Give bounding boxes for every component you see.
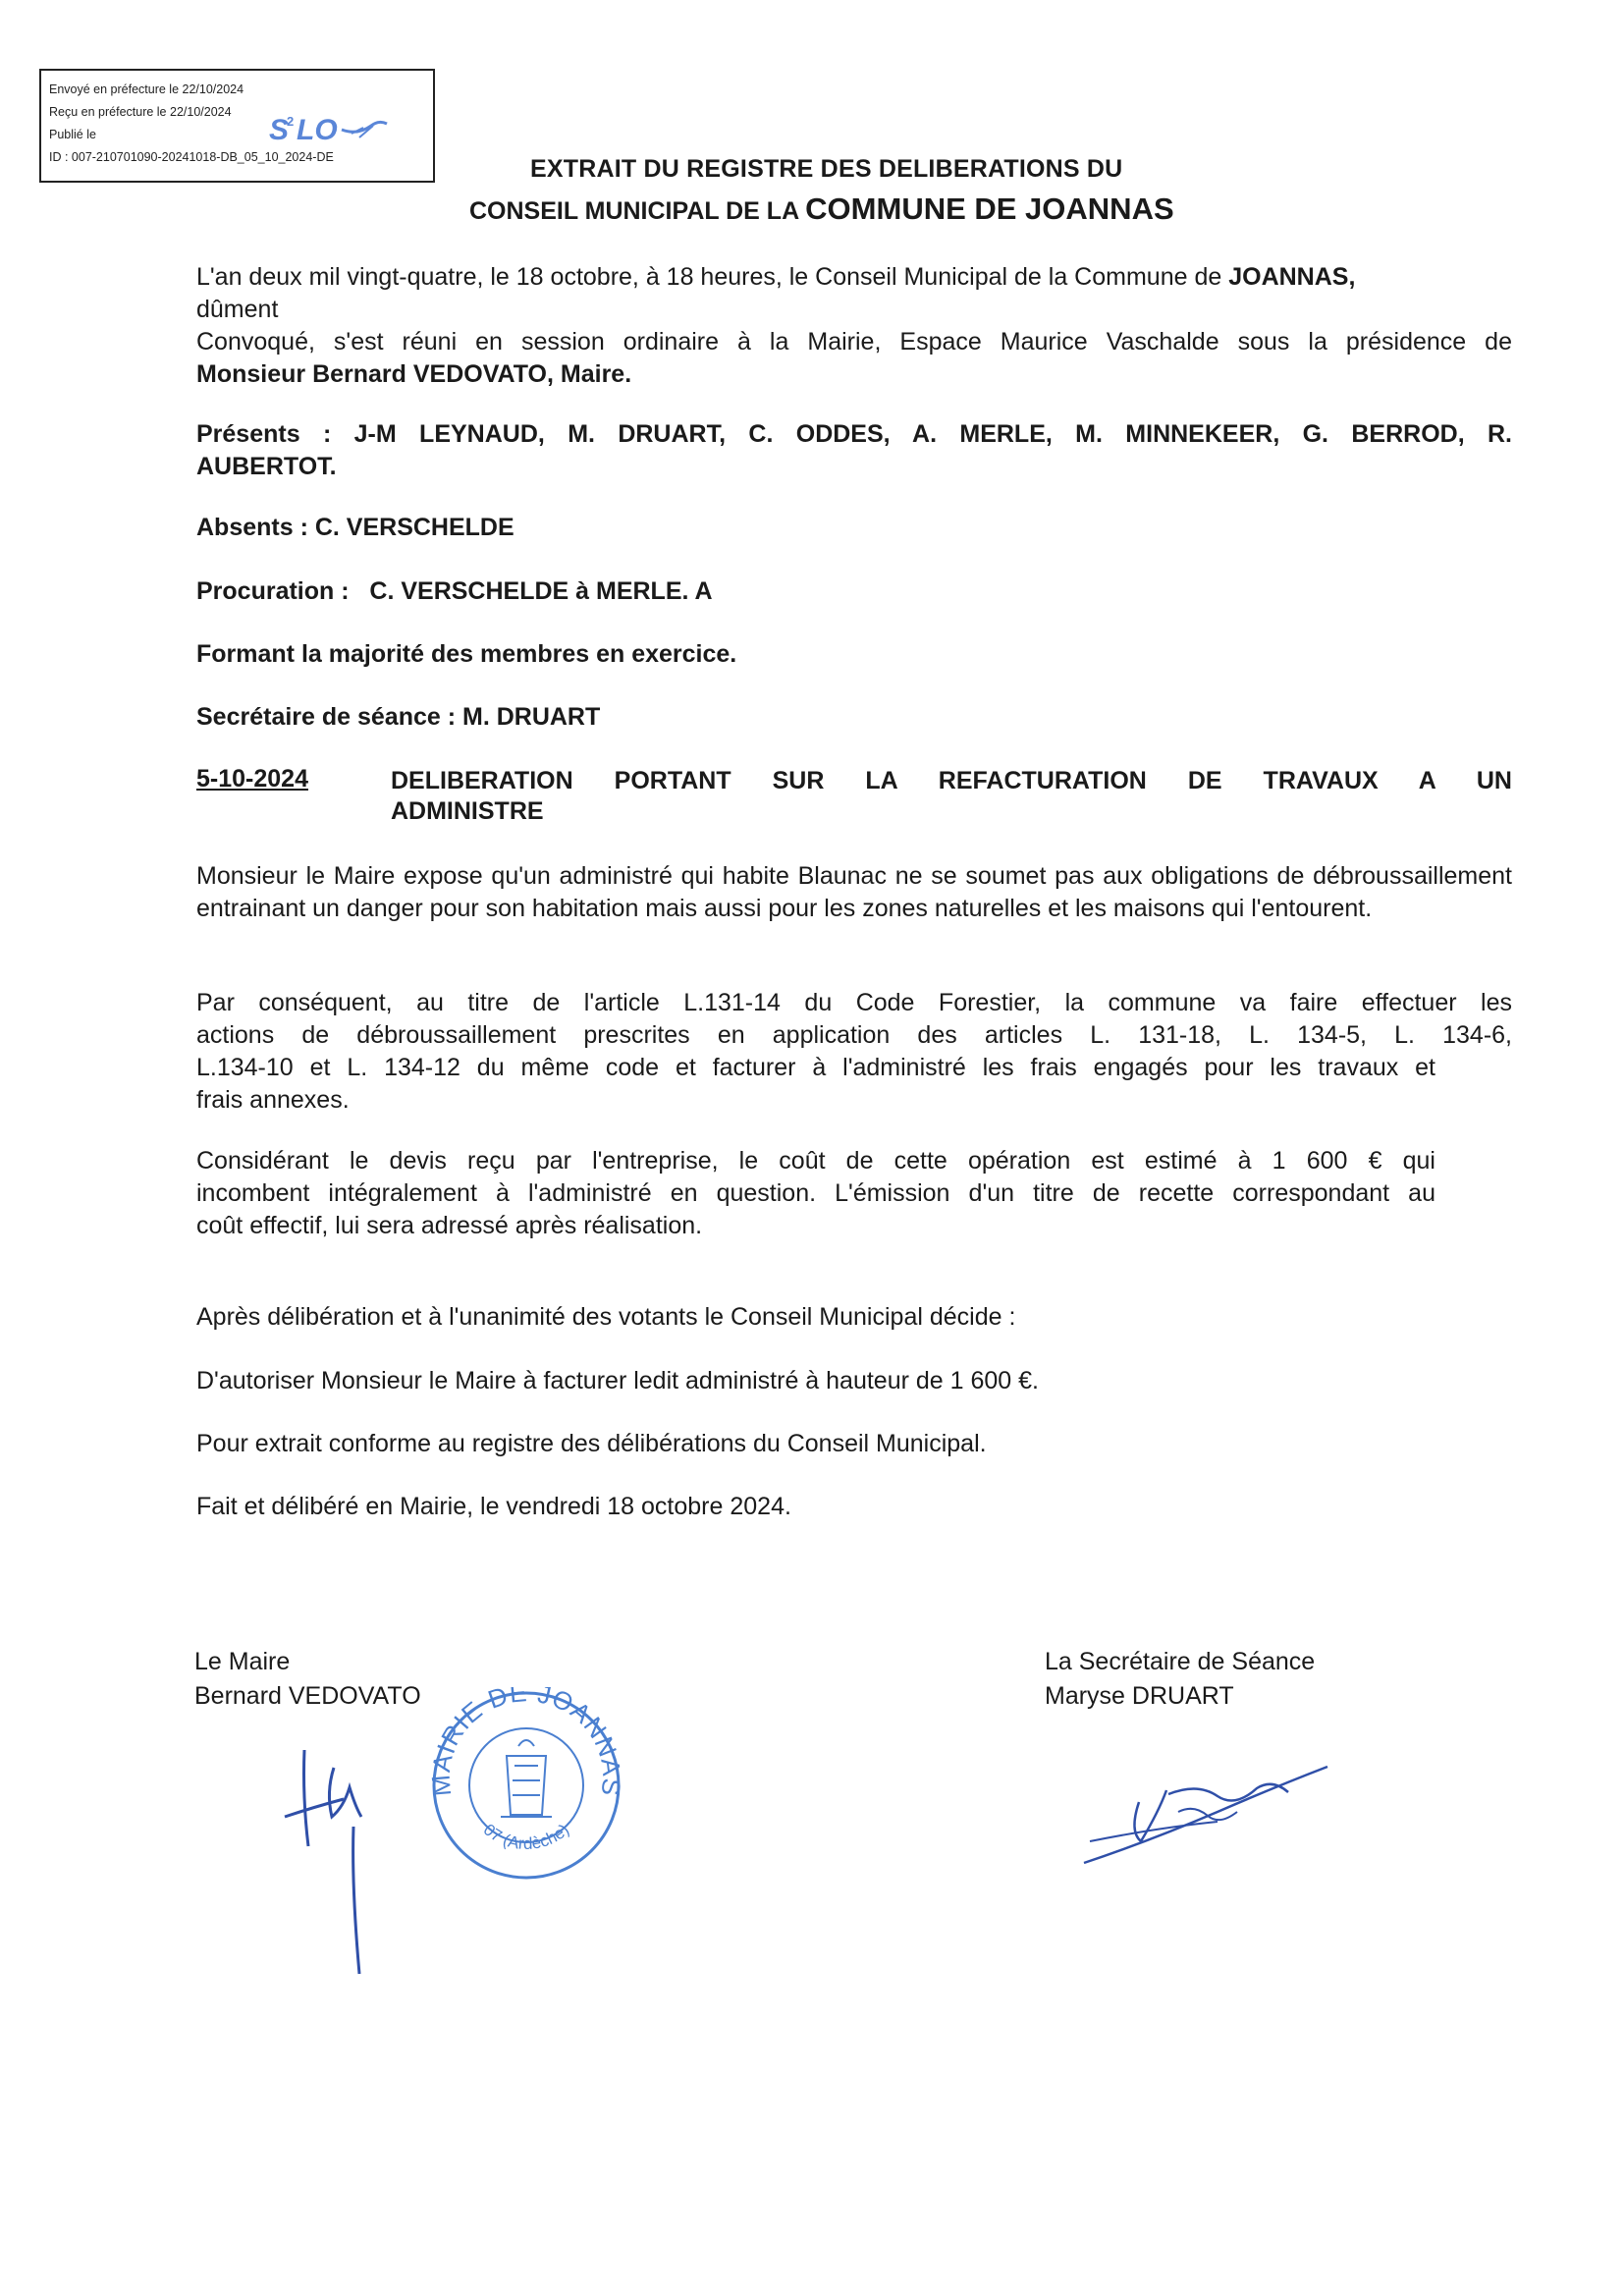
mayor-name: Bernard VEDOVATO [194,1682,421,1710]
document-title-line2 [469,191,1174,227]
deliberation-heading-line1: DELIBERATION PORTANT SUR LA REFACTURATION DE TRAVAUX A UN [391,767,1512,794]
body-p2-line3: L.134-10 et L. 134-12 du même code et facturer à l'administré les frais engagés pour les travaux et [196,1054,1435,1081]
svg-text:S: S [269,114,290,146]
svg-text:LO: LO [297,114,338,146]
secretary-signature-block [1045,1645,1315,1714]
s2lo-logo [269,106,406,154]
intro-text: L'an deux mil vingt-quatre, le 18 octobre, à 18 heures, le Conseil Municipal de la Commune de [196,263,1222,291]
body-decision: D'autoriser Monsieur le Maire à facturer ledit administré à hauteur de 1 600 €. [196,1367,1039,1394]
body-paragraph-1: Monsieur le Maire expose qu'un administré qui habite Blaunac ne se soumet pas aux obligations de débroussaillement entrainant un danger pour son habitation mais aussi pour les zones naturelles et les maisons qui l'entourent. [196,862,1512,922]
id-line: ID : 007-210701090-20241018-DB_05_10_2024-DE [49,150,334,164]
body-p2-line2: actions de débroussaillement prescrites en application des articles L. 131-18, L. 134-5, L. 134-6, [196,1021,1512,1049]
intro-commune: JOANNAS, [1228,263,1356,291]
mayor-signature-block [194,1645,421,1714]
body-p3-line2: incombent intégralement à l'administré en question. L'émission d'un titre de recette correspondant au [196,1179,1435,1207]
intro-line3: Convoqué, s'est réuni en session ordinaire à la Mairie, Espace Maurice Vaschalde sous la présidence de [196,328,1512,355]
majorite: Formant la majorité des membres en exercice. [196,640,737,668]
body-date-place: Fait et délibéré en Mairie, le vendredi 18 octobre 2024. [196,1493,791,1520]
body-p2-line4: frais annexes. [196,1086,350,1114]
town-hall-seal [428,1687,624,1888]
seal-top-text: MAIRIE DE JOANNAS [428,1687,624,1798]
title-commune: COMMUNE DE JOANNAS [805,191,1174,226]
body-decision-intro: Après délibération et à l'unanimité des votants le Conseil Municipal décide : [196,1303,1016,1331]
svg-text:2: 2 [287,114,295,129]
intro-president: Monsieur Bernard VEDOVATO, Maire. [196,360,632,388]
sent-line: Envoyé en préfecture le 22/10/2024 [49,82,244,96]
secretary-name: Maryse DRUART [1045,1682,1234,1710]
mayor-handwritten-signature [275,1738,393,1998]
published-line: Publié le [49,128,96,141]
secretaire: Secrétaire de séance : M. DRUART [196,703,601,731]
absents: Absents : C. VERSCHELDE [196,514,514,541]
body-p3-line3: coût effectif, lui sera adressé après réalisation. [196,1212,703,1239]
body-extract-conforme: Pour extrait conforme au registre des délibérations du Conseil Municipal. [196,1430,987,1457]
secretary-handwritten-signature [1070,1743,1345,1876]
title-prefix: CONSEIL MUNICIPAL DE LA [469,197,799,225]
body-p3-line1: Considérant le devis reçu par l'entreprise, le coût de cette opération est estimé à 1 600 € qui [196,1147,1435,1175]
mayor-title: Le Maire [194,1648,291,1675]
received-line: Reçu en préfecture le 22/10/2024 [49,105,232,119]
seal-bottom-text: 07 (Ardèche) [479,1820,573,1854]
body-p2-line1: Par conséquent, au titre de l'article L.131-14 du Code Forestier, la commune va faire effectuer les [196,989,1512,1016]
intro-line2: dûment [196,296,279,323]
svg-text:07 (Ardèche) [480,1820,573,1853]
deliberation-number: 5-10-2024 [196,765,308,793]
procuration: Procuration : C. VERSCHELDE à MERLE. A [196,577,713,605]
document-title-line1: EXTRAIT DU REGISTRE DES DELIBERATIONS DU [530,155,1123,183]
presents-line1: Présents : J-M LEYNAUD, M. DRUART, C. ODDES, A. MERLE, M. MINNEKEER, G. BERROD, R. [196,420,1512,448]
presents-line2: AUBERTOT. [196,453,337,480]
deliberation-heading-line2: ADMINISTRE [391,797,544,825]
intro-line1 [196,261,1512,294]
secretary-title: La Secrétaire de Séance [1045,1648,1316,1675]
